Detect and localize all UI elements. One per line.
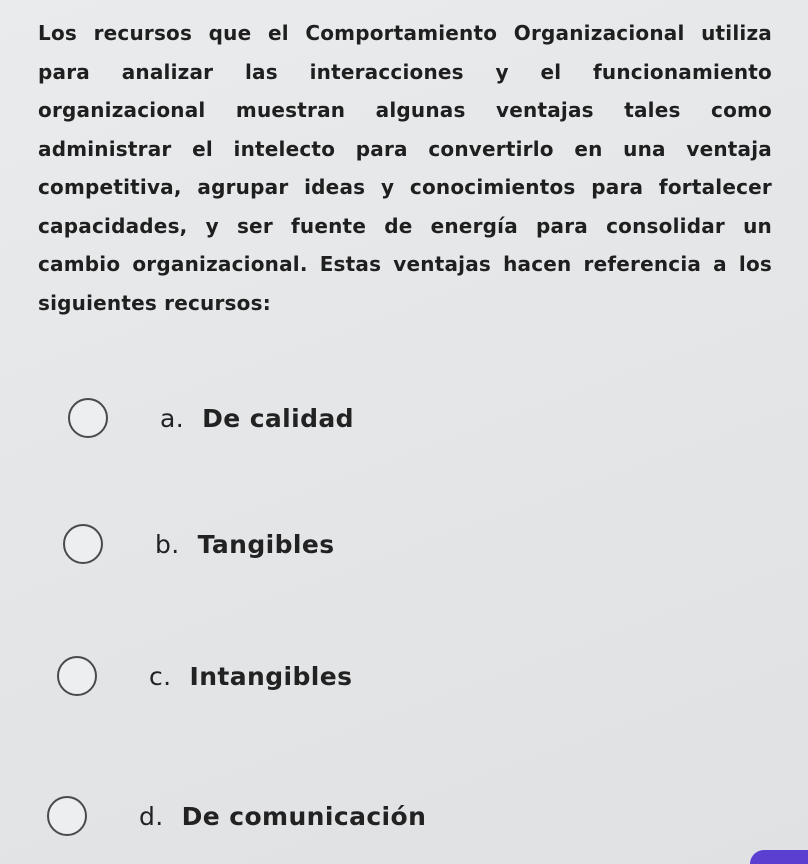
option-d-text[interactable] xyxy=(139,802,426,831)
option-a[interactable] xyxy=(68,398,354,438)
corner-accent-shape xyxy=(750,850,808,864)
option-d[interactable] xyxy=(47,796,426,836)
question-text: Los recursos que el Comportamiento Organizacional utiliza para analizar las interacciones y el funcionamiento organizacional muestran algunas ventajas tales como administrar el intelecto para convertirlo en una ventaja competitiva, agrupar ideas y conocimientos para fortalecer capacidades, y ser fuente de energía para consolidar un cambio organizacional. Estas ventajas hacen referencia a los siguientes recursos: xyxy=(38,21,772,315)
radio-button-a[interactable] xyxy=(68,398,108,438)
option-a-label: De calidad xyxy=(202,403,354,433)
option-d-letter: d. xyxy=(139,801,164,831)
option-c-letter: c. xyxy=(149,661,172,691)
option-c[interactable] xyxy=(57,656,352,696)
option-d-label: De comunicación xyxy=(181,801,427,831)
option-c-text[interactable] xyxy=(149,662,352,691)
radio-button-c[interactable] xyxy=(57,656,97,696)
option-b-label: Tangibles xyxy=(197,529,335,559)
option-b-letter: b. xyxy=(155,529,180,559)
option-a-letter: a. xyxy=(160,403,185,433)
option-a-text[interactable] xyxy=(160,404,354,433)
option-c-label: Intangibles xyxy=(189,661,353,691)
option-b-text[interactable] xyxy=(155,530,335,559)
radio-button-b[interactable] xyxy=(63,524,103,564)
radio-button-d[interactable] xyxy=(47,796,87,836)
option-b[interactable] xyxy=(63,524,335,564)
